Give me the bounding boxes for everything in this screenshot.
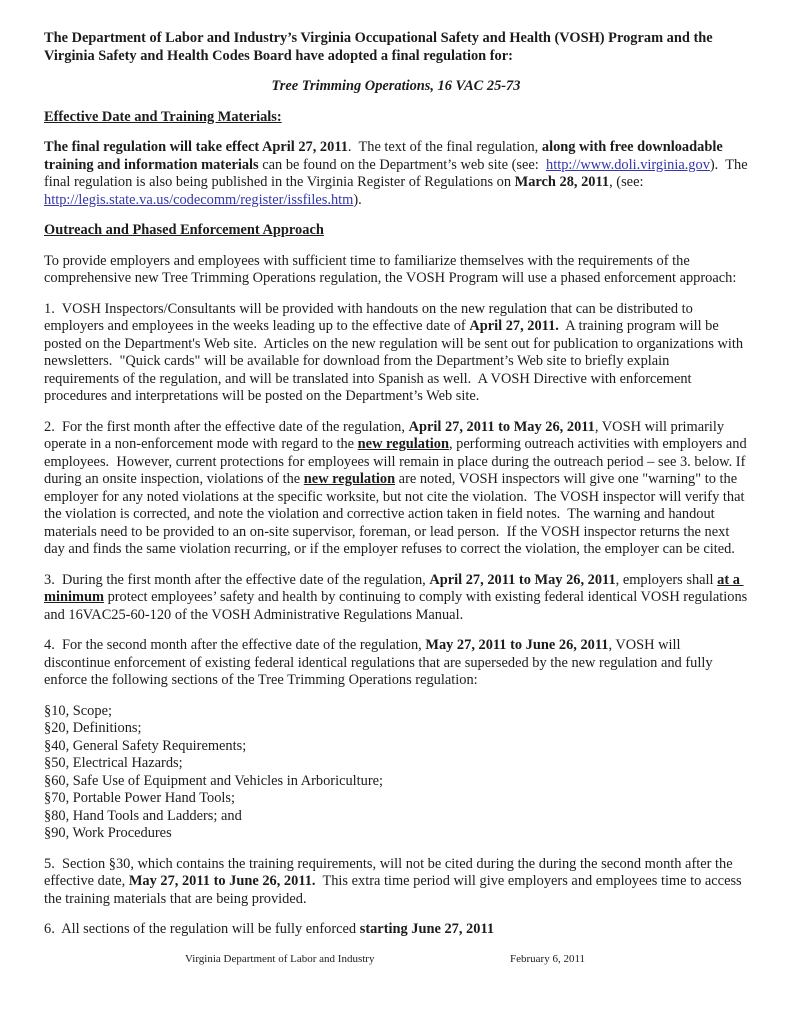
text-segment: , VOSH will discontinue enforcement of existing federal identical regulations that are superseded by the new regulation and fully enforce the following sections of the Tree Trimming Operations regulation: — [44, 637, 717, 688]
page-footer — [44, 952, 748, 966]
text-segment: 2. For the first month after the effective date of the regulation, — [44, 418, 409, 435]
regulation-sections-list — [44, 703, 748, 843]
section-line-80: §80, Hand Tools and Ladders; and — [44, 807, 242, 824]
list-item-4 — [44, 637, 748, 690]
section-line-70: §70, Portable Power Hand Tools; — [44, 790, 235, 806]
text-segment: protect employees’ safety and health by continuing to comply with existing federal identical VOSH regulations and 16VAC25-60-120 of the VOSH Administrative Regulations Manual. — [44, 589, 751, 623]
text-segment: , VOSH will primarily operate in a non-enforcement mode with regard to the — [44, 418, 728, 452]
text-segment: May 27, 2011 to June 26, 2011. — [128, 873, 316, 889]
list-item-2 — [44, 418, 751, 559]
section-line-50: §50, Electrical Hazards; — [44, 755, 183, 771]
section-line-90: §90, Work Procedures — [44, 825, 172, 841]
footer-date: February 6, 2011 — [510, 952, 586, 965]
document-title: Tree Trimming Operations, 16 VAC 25-73 — [271, 78, 521, 94]
paragraph-effective-date — [44, 139, 752, 209]
text-segment: 4. For the second month after the effective date of the regulation, — [44, 637, 426, 653]
list-item-1 — [44, 301, 748, 406]
list-item-6 — [44, 921, 748, 939]
section-line-10: §10, Scope; — [44, 702, 112, 719]
text-segment: ). The final regulation is also being published in the Virginia Register of Regulations on — [44, 156, 752, 190]
text-segment: April 27, 2011. — [469, 318, 559, 334]
text-segment: . The text of the final regulation, — [347, 139, 542, 155]
text-segment: along with free downloadable training and information materials — [44, 139, 727, 173]
section-line-40: §40, General Safety Requirements; — [44, 737, 247, 754]
text-segment: , performing outreach activities with employers and employees. However, current protections for employees will remain in place during the outreach period – see 3. below. If during an onsite inspection, violations of the — [44, 436, 751, 487]
hyperlink[interactable]: http://www.doli.virginia.gov — [546, 156, 710, 173]
section-heading-outreach: Outreach and Phased Enforcement Approach — [44, 222, 324, 238]
text-segment: May 27, 2011 to June 26, 2011 — [425, 637, 609, 653]
text-segment: 3. During the first month after the effective date of the regulation, — [44, 571, 430, 588]
text-segment: The final regulation will take effect April 27, 2011 — [44, 139, 348, 155]
text-segment: new regulation — [303, 471, 396, 487]
text-segment: , (see: — [609, 174, 648, 190]
text-segment: This extra time period will give employers and employees time to access the training materials that are being provided. — [44, 873, 746, 907]
list-item-3 — [44, 571, 751, 625]
section-line-20: §20, Definitions; — [44, 720, 142, 736]
text-segment: April 27, 2011 to May 26, 2011 — [429, 571, 616, 588]
text-segment: The Department of Labor and Industry’s Virginia Occupational Safety and Health (VOSH) Program and the Virginia Safety and Health Codes Board have adopted a final regulation for: — [44, 30, 716, 64]
text-segment: can be found on the Department’s web site (see: — [258, 156, 546, 173]
text-segment: starting June 27, 2011 — [359, 921, 495, 937]
text-segment: 1. VOSH Inspectors/Consultants will be provided with handouts on the new regulation that can be distributed to employers and employees in the weeks leading up to the effective date of — [44, 300, 697, 334]
text-segment: 6. All sections of the regulation will be fully enforced — [44, 921, 360, 937]
section-line-60: §60, Safe Use of Equipment and Vehicles in Arboriculture; — [44, 772, 384, 789]
text-segment: March 28, 2011 — [514, 174, 610, 190]
list-item-5 — [44, 856, 748, 909]
text-segment: 5. Section §30, which contains the training requirements, will not be cited during the during the second month after the effective date, — [44, 855, 737, 889]
paragraph-outreach-intro — [44, 253, 748, 288]
footer-department: Virginia Department of Labor and Industry — [185, 952, 375, 965]
section-heading-effective-date: Effective Date and Training Materials: — [44, 108, 282, 125]
text-segment: at a minimum — [44, 571, 744, 605]
intro-paragraph — [44, 30, 748, 65]
text-segment: are noted, VOSH inspectors will give one "warning" to the employer for any noted violations at the specific worksite, but not cite the violation. The VOSH inspector will verify that the violation is corrected, and note the violation and corrective action taken in field notes. The warning and handout materials need to be provided to an on-site supervisor, foreman, or lead person. If the VOSH inspector returns the next day and finds the same violation recurring, or if the employer refuses to correct the violation, the employer can be cited. — [44, 471, 749, 557]
hyperlink[interactable]: http://legis.state.va.us/codecomm/register/issfiles.htm — [44, 191, 354, 208]
text-segment: April 27, 2011 to May 26, 2011 — [408, 418, 595, 435]
text-segment: To provide employers and employees with sufficient time to familiarize themselves with the requirements of the comprehensive new Tree Trimming Operations regulation, the VOSH Program will use a phased enforcement approach: — [44, 252, 737, 286]
text-segment: A training program will be posted on the Department's Web site. Articles on the new regulation will be sent out for publication to organizations with newsletters. "Quick cards" will be available for download from the Department’s Web site to briefly explain requirements of the regulation, and will be translated into Spanish as well. A VOSH Directive with enforcement procedures and interpretations will be posted on the Department’s Web site. — [44, 318, 747, 404]
text-segment: new regulation — [357, 436, 449, 452]
text-segment: ). — [353, 191, 362, 208]
text-segment: , employers shall — [615, 571, 718, 588]
